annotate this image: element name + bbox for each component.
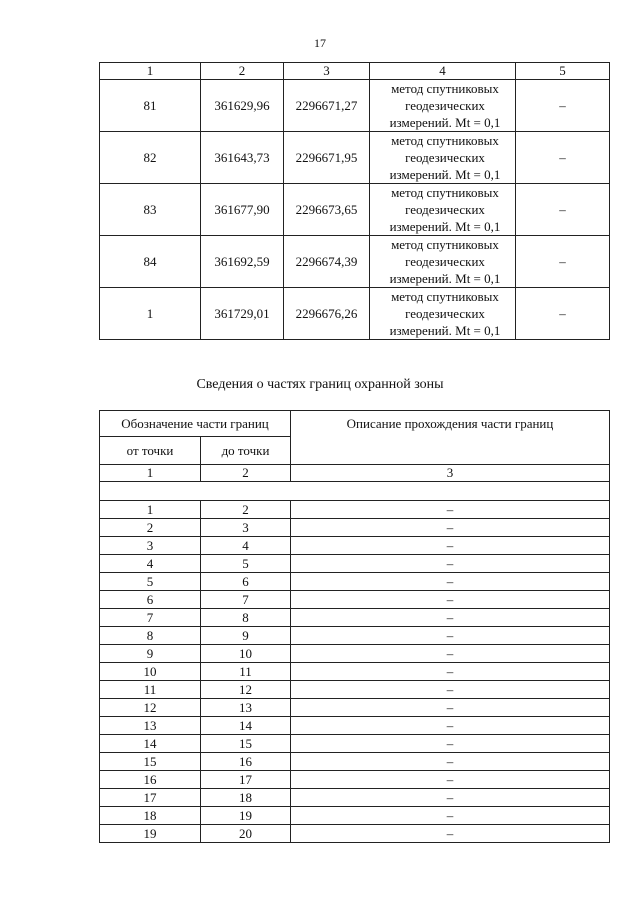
method-line: измерений. Mt = 0,1 bbox=[389, 167, 501, 182]
header-row bbox=[100, 411, 610, 437]
table-row bbox=[100, 681, 610, 699]
table-row bbox=[100, 789, 610, 807]
method-line: геодезических bbox=[405, 98, 485, 113]
to-point: 4 bbox=[201, 537, 291, 555]
to-point: 19 bbox=[201, 807, 291, 825]
method-line: геодезических bbox=[405, 306, 485, 321]
method-line: измерений. Mt = 0,1 bbox=[389, 323, 501, 338]
table-row bbox=[100, 699, 610, 717]
to-point: 12 bbox=[201, 681, 291, 699]
table-row bbox=[100, 236, 610, 288]
header-description: Описание прохождения части границ bbox=[291, 411, 610, 465]
method-description bbox=[370, 288, 516, 340]
table-row bbox=[100, 501, 610, 519]
from-point: 3 bbox=[100, 537, 201, 555]
header-part-designation: Обозначение части границ bbox=[100, 411, 291, 437]
table-row bbox=[100, 519, 610, 537]
table-row bbox=[100, 80, 610, 132]
coordinate-x: 361729,01 bbox=[201, 288, 284, 340]
coordinate-x: 361629,96 bbox=[201, 80, 284, 132]
column-number: 3 bbox=[284, 63, 370, 80]
coordinate-y: 2296676,26 bbox=[284, 288, 370, 340]
table-row bbox=[100, 591, 610, 609]
point-number: 81 bbox=[100, 80, 201, 132]
table-row bbox=[100, 753, 610, 771]
to-point: 7 bbox=[201, 591, 291, 609]
from-point: 19 bbox=[100, 825, 201, 843]
method-description bbox=[370, 132, 516, 184]
column-number: 1 bbox=[100, 63, 201, 80]
table-row bbox=[100, 807, 610, 825]
method-line: метод спутниковых bbox=[391, 185, 499, 200]
coordinate-y: 2296671,95 bbox=[284, 132, 370, 184]
table-row bbox=[100, 717, 610, 735]
note-cell: – bbox=[516, 184, 610, 236]
to-point: 16 bbox=[201, 753, 291, 771]
coordinate-y: 2296671,27 bbox=[284, 80, 370, 132]
method-line: измерений. Mt = 0,1 bbox=[389, 219, 501, 234]
description-cell: – bbox=[291, 663, 610, 681]
column-number: 2 bbox=[201, 465, 291, 482]
coordinate-x: 361692,59 bbox=[201, 236, 284, 288]
header-to-point: до точки bbox=[201, 437, 291, 465]
column-number-row bbox=[100, 465, 610, 482]
description-cell: – bbox=[291, 645, 610, 663]
description-cell: – bbox=[291, 609, 610, 627]
method-line: измерений. Mt = 0,1 bbox=[389, 271, 501, 286]
from-point: 12 bbox=[100, 699, 201, 717]
point-number: 84 bbox=[100, 236, 201, 288]
table-row bbox=[100, 184, 610, 236]
point-number: 82 bbox=[100, 132, 201, 184]
table-row bbox=[100, 825, 610, 843]
from-point: 8 bbox=[100, 627, 201, 645]
description-cell: – bbox=[291, 789, 610, 807]
description-cell: – bbox=[291, 627, 610, 645]
coordinate-y: 2296674,39 bbox=[284, 236, 370, 288]
description-cell: – bbox=[291, 807, 610, 825]
section-title: Сведения о частях границ охранной зоны bbox=[196, 377, 444, 392]
to-point: 5 bbox=[201, 555, 291, 573]
page-number: 17 bbox=[314, 36, 326, 50]
column-number: 3 bbox=[291, 465, 610, 482]
note-cell: – bbox=[516, 132, 610, 184]
from-point: 7 bbox=[100, 609, 201, 627]
description-cell: – bbox=[291, 591, 610, 609]
method-line: геодезических bbox=[405, 202, 485, 217]
from-point: 13 bbox=[100, 717, 201, 735]
to-point: 3 bbox=[201, 519, 291, 537]
description-cell: – bbox=[291, 825, 610, 843]
to-point: 20 bbox=[201, 825, 291, 843]
to-point: 9 bbox=[201, 627, 291, 645]
table-row bbox=[100, 132, 610, 184]
to-point: 15 bbox=[201, 735, 291, 753]
method-line: метод спутниковых bbox=[391, 237, 499, 252]
table-row bbox=[100, 537, 610, 555]
description-cell: – bbox=[291, 681, 610, 699]
from-point: 6 bbox=[100, 591, 201, 609]
from-point: 4 bbox=[100, 555, 201, 573]
point-number: 83 bbox=[100, 184, 201, 236]
to-point: 6 bbox=[201, 573, 291, 591]
to-point: 2 bbox=[201, 501, 291, 519]
to-point: 11 bbox=[201, 663, 291, 681]
method-description bbox=[370, 80, 516, 132]
to-point: 13 bbox=[201, 699, 291, 717]
coordinate-y: 2296673,65 bbox=[284, 184, 370, 236]
from-point: 16 bbox=[100, 771, 201, 789]
from-point: 10 bbox=[100, 663, 201, 681]
coordinate-x: 361677,90 bbox=[201, 184, 284, 236]
description-cell: – bbox=[291, 735, 610, 753]
method-description bbox=[370, 184, 516, 236]
description-cell: – bbox=[291, 519, 610, 537]
to-point: 10 bbox=[201, 645, 291, 663]
to-point: 18 bbox=[201, 789, 291, 807]
table-row bbox=[100, 663, 610, 681]
description-cell: – bbox=[291, 537, 610, 555]
from-point: 15 bbox=[100, 753, 201, 771]
description-cell: – bbox=[291, 573, 610, 591]
table-row bbox=[100, 609, 610, 627]
column-number: 4 bbox=[370, 63, 516, 80]
note-cell: – bbox=[516, 80, 610, 132]
method-line: метод спутниковых bbox=[391, 289, 499, 304]
table-row bbox=[100, 771, 610, 789]
coordinate-x: 361643,73 bbox=[201, 132, 284, 184]
description-cell: – bbox=[291, 501, 610, 519]
table-row bbox=[100, 627, 610, 645]
description-cell: – bbox=[291, 699, 610, 717]
description-cell: – bbox=[291, 717, 610, 735]
from-point: 18 bbox=[100, 807, 201, 825]
description-cell: – bbox=[291, 555, 610, 573]
note-cell: – bbox=[516, 288, 610, 340]
from-point: 5 bbox=[100, 573, 201, 591]
description-cell: – bbox=[291, 753, 610, 771]
method-line: измерений. Mt = 0,1 bbox=[389, 115, 501, 130]
from-point: 14 bbox=[100, 735, 201, 753]
method-line: геодезических bbox=[405, 254, 485, 269]
from-point: 1 bbox=[100, 501, 201, 519]
table-row bbox=[100, 555, 610, 573]
header-from-point: от точки bbox=[100, 437, 201, 465]
method-line: метод спутниковых bbox=[391, 133, 499, 148]
boundary-parts-table bbox=[99, 410, 610, 843]
column-number: 1 bbox=[100, 465, 201, 482]
coordinates-table bbox=[99, 62, 610, 340]
to-point: 8 bbox=[201, 609, 291, 627]
column-number-row bbox=[100, 63, 610, 80]
method-line: геодезических bbox=[405, 150, 485, 165]
to-point: 17 bbox=[201, 771, 291, 789]
blank-cell bbox=[100, 482, 610, 501]
column-number: 2 bbox=[201, 63, 284, 80]
table-row bbox=[100, 288, 610, 340]
table-row bbox=[100, 735, 610, 753]
description-cell: – bbox=[291, 771, 610, 789]
method-line: метод спутниковых bbox=[391, 81, 499, 96]
from-point: 2 bbox=[100, 519, 201, 537]
column-number: 5 bbox=[516, 63, 610, 80]
blank-row bbox=[100, 482, 610, 501]
method-description bbox=[370, 236, 516, 288]
to-point: 14 bbox=[201, 717, 291, 735]
table-row bbox=[100, 645, 610, 663]
point-number: 1 bbox=[100, 288, 201, 340]
from-point: 11 bbox=[100, 681, 201, 699]
from-point: 17 bbox=[100, 789, 201, 807]
from-point: 9 bbox=[100, 645, 201, 663]
note-cell: – bbox=[516, 236, 610, 288]
table-row bbox=[100, 573, 610, 591]
